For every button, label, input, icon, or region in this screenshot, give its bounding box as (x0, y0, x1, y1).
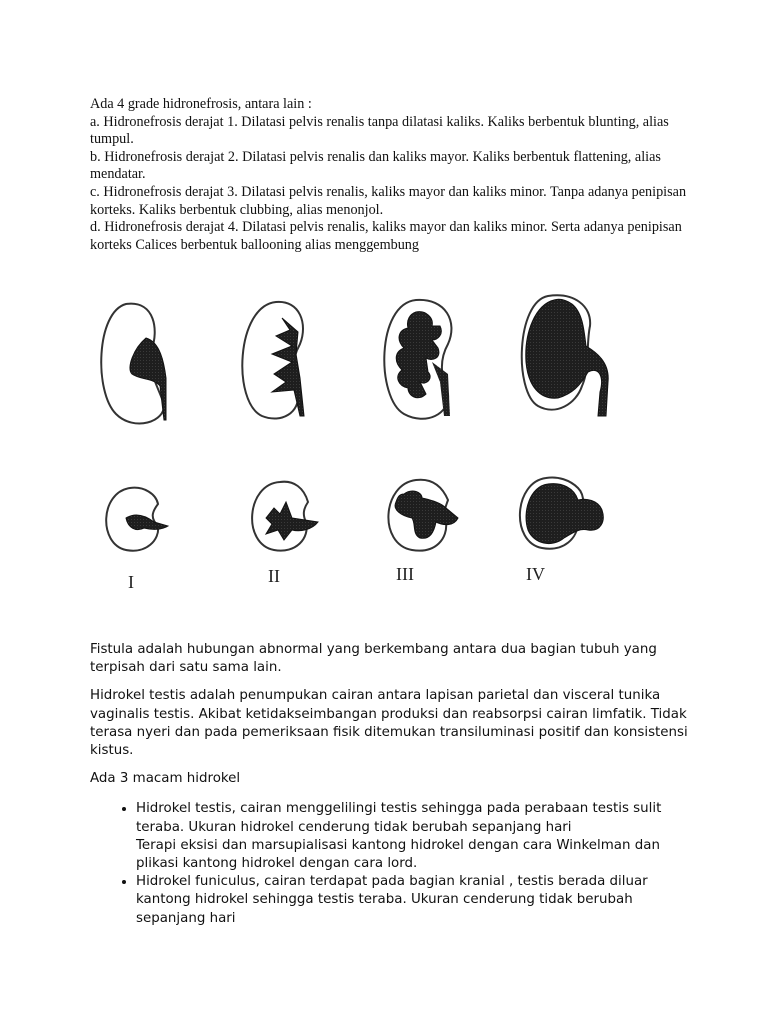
label-grade-1: I (128, 572, 134, 592)
fistula-paragraph: Fistula adalah hubungan abnormal yang berkembang antara dua bagian tubuh yang terpisah dari satu sama lain. (90, 642, 657, 676)
grade-3-text: c. Hidronefrosis derajat 3. Dilatasi pelvis renalis, kaliks mayor dan kaliks minor. Tanpa adanya penipisan korteks. Kaliks berbentuk clubbing, alias menonjol. (90, 183, 687, 218)
grade-4-text: d. Hidronefrosis derajat 4. Dilatasi pelvis renalis, kaliks mayor dan kaliks minor. Serta adanya penipisan korteks Calices berbentuk ballooning alias menggembung (90, 219, 682, 253)
hydronephrosis-grades-section (90, 96, 690, 254)
list-item (136, 873, 690, 928)
grades-intro: Ada 4 grade hidronefrosis, antara lain : (90, 96, 312, 112)
label-grade-2: II (268, 566, 280, 586)
hidrokel-types-title: Ada 3 macam hidrokel (90, 771, 241, 787)
body-text-section (90, 641, 690, 928)
kidney-grade-2-cross-section (252, 482, 318, 551)
kidney-grade-3-longitudinal (384, 300, 451, 419)
kidney-grade-4-cross-section (520, 477, 603, 548)
hidrokel-types-list (90, 800, 690, 927)
kidney-drawings (86, 282, 646, 602)
hidrokel-testis-text: Hidrokel testis, cairan menggelilingi testis sehingga pada perabaan testis sulit teraba. Ukuran hidrokel cenderung tidak berubah sepanjang hari (136, 801, 662, 835)
hydronephrosis-illustration (86, 282, 646, 602)
kidney-grade-4-longitudinal (522, 295, 608, 416)
hidrokel-testis-therapy: Terapi eksisi dan marsupialisasi kantong hidrokel dengan cara Winkelman dan plikasi kantong hidrokel dengan cara lord. (136, 837, 660, 872)
hidrokel-definition-paragraph: Hidrokel testis adalah penumpukan cairan antara lapisan parietal dan visceral tunika vaginalis testis. Akibat ketidakseimbangan produksi dan reabsorpsi cairan limfatik. Tidak terasa nyeri dan pada pemeriksaan fisik ditemukan transiluminasi positif dan konsistensi kistus. (90, 688, 688, 759)
kidney-grade-2-longitudinal (242, 302, 304, 419)
kidney-grade-3-cross-section (388, 480, 458, 551)
hidrokel-funiculus-text: Hidrokel funiculus, cairan terdapat pada bagian kranial , testis berada diluar kantong hidrokel sehingga testis teraba. Ukuran cenderung tidak berubah sepanjang hari (136, 874, 648, 926)
grade-1-text: a. Hidronefrosis derajat 1. Dilatasi pelvis renalis tanpa dilatasi kaliks. Kaliks berbentuk blunting, alias tumpul. (90, 113, 669, 148)
grade-2-text: b. Hidronefrosis derajat 2. Dilatasi pelvis renalis dan kaliks mayor. Kaliks berbentuk flattening, alias mendatar. (90, 148, 661, 183)
list-item (136, 800, 690, 873)
label-grade-4: IV (526, 564, 545, 584)
kidney-grade-1-longitudinal (101, 304, 166, 424)
kidney-grade-1-cross-section (106, 488, 168, 551)
label-grade-3: III (396, 564, 414, 584)
